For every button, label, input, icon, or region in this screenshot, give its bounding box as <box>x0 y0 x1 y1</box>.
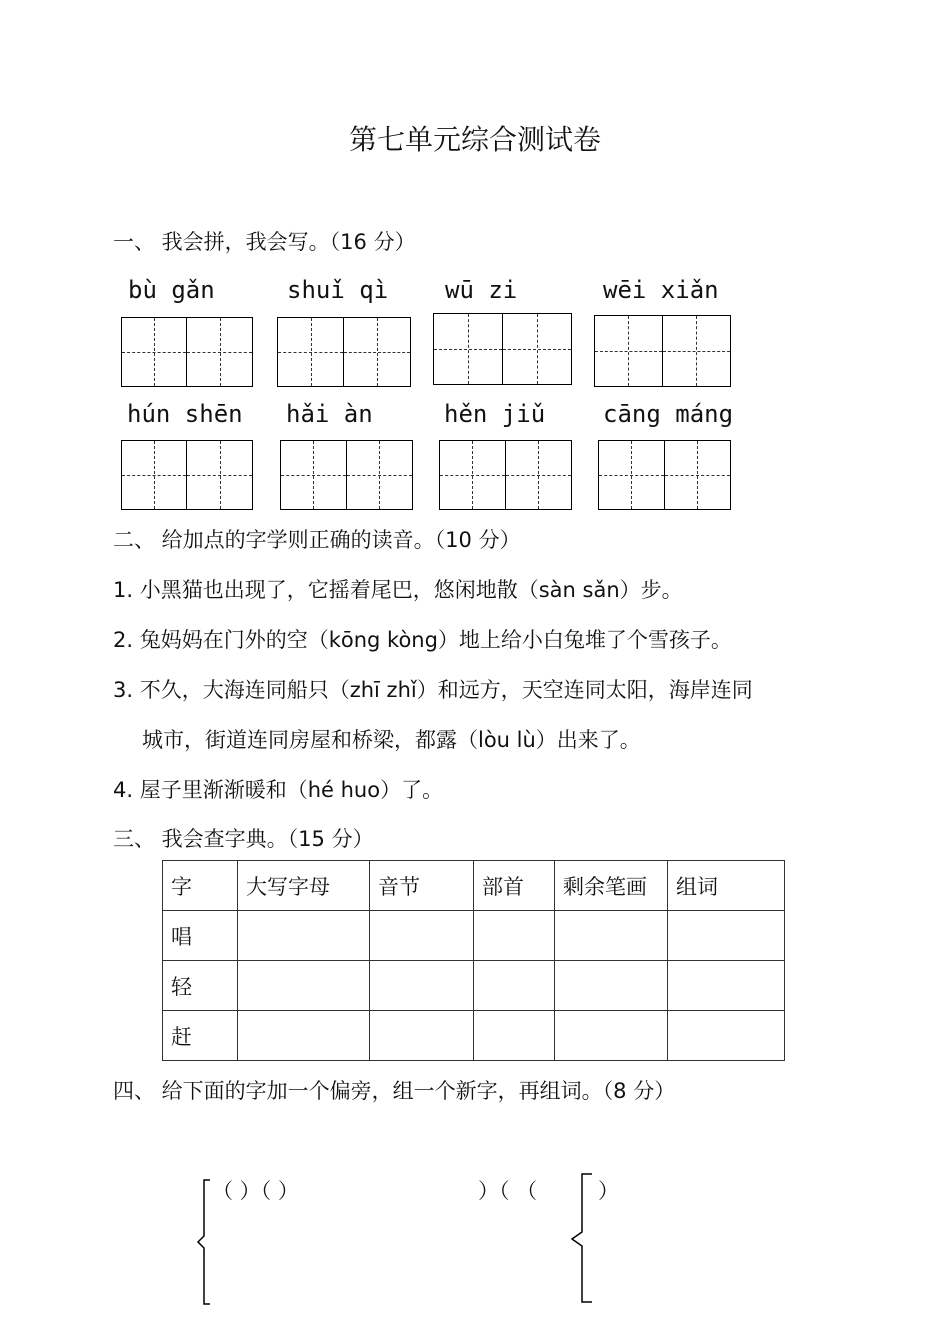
pinyin-3: wū zi <box>445 276 518 304</box>
left-brace-icon <box>194 1178 214 1306</box>
writing-grid-3[interactable] <box>433 313 572 385</box>
question-1: 1. 小黑猫也出现了，它摇着尾巴，悠闲地散（sàn sǎn）步。 <box>113 578 683 602</box>
answer-cell[interactable] <box>555 911 668 961</box>
answer-cell[interactable] <box>668 961 785 1011</box>
header-radical: 部首 <box>474 861 555 911</box>
answer-cell[interactable] <box>555 961 668 1011</box>
header-capital-letter: 大写字母 <box>238 861 370 911</box>
writing-grid-6[interactable] <box>280 440 413 510</box>
writing-grid-2[interactable] <box>277 317 411 387</box>
answer-cell[interactable] <box>474 911 555 961</box>
answer-cell[interactable] <box>474 1011 555 1061</box>
pinyin-7: hěn jiǔ <box>444 400 546 428</box>
pinyin-2: shuǐ qì <box>287 276 389 304</box>
dictionary-table <box>162 860 785 1061</box>
middle-answer-parens[interactable]: ）（ （ <box>478 1179 538 1203</box>
writing-grid-1[interactable] <box>121 317 253 387</box>
pinyin-8: cāng máng <box>603 400 734 428</box>
writing-grid-7[interactable] <box>439 440 572 510</box>
right-brace-icon <box>568 1172 596 1306</box>
answer-cell[interactable] <box>238 911 370 961</box>
table-row <box>163 911 785 961</box>
pinyin-6: hǎi àn <box>286 400 373 428</box>
answer-cell[interactable] <box>370 961 474 1011</box>
page-title: 第七单元综合测试卷 <box>348 123 601 156</box>
header-remaining-strokes: 剩余笔画 <box>555 861 668 911</box>
answer-cell[interactable] <box>668 1011 785 1061</box>
question-3-continued: 城市，街道连同房屋和桥梁，都露（lòu lù）出来了。 <box>142 728 641 752</box>
answer-cell[interactable] <box>238 961 370 1011</box>
section-2-heading: 二、 给加点的字学则正确的读音。（10 分） <box>113 528 521 552</box>
question-4: 4. 屋子里渐渐暖和（hé huo）了。 <box>113 778 444 802</box>
section-4-heading: 四、 给下面的字加一个偏旁，组一个新字，再组词。（8 分） <box>113 1079 676 1103</box>
table-row <box>163 961 785 1011</box>
answer-cell[interactable] <box>474 961 555 1011</box>
header-word: 组词 <box>668 861 785 911</box>
pinyin-5: hún shēn <box>127 400 243 428</box>
row-character: 赶 <box>163 1011 238 1061</box>
row-character: 唱 <box>163 911 238 961</box>
answer-cell[interactable] <box>370 911 474 961</box>
header-syllable: 音节 <box>370 861 474 911</box>
row-character: 轻 <box>163 961 238 1011</box>
writing-grid-8[interactable] <box>598 440 731 510</box>
right-answer-parens[interactable]: ） <box>598 1179 619 1203</box>
table-header-row <box>163 861 785 911</box>
table-row <box>163 1011 785 1061</box>
question-3: 3. 不久，大海连同船只（zhī zhǐ）和远方，天空连同太阳，海岸连同 <box>113 678 753 702</box>
left-answer-parens[interactable]: （ ）（ ） <box>212 1179 299 1203</box>
pinyin-4: wēi xiǎn <box>603 276 719 304</box>
pinyin-1: bù gǎn <box>128 276 215 304</box>
writing-grid-4[interactable] <box>594 315 731 387</box>
writing-grid-5[interactable] <box>121 440 253 510</box>
answer-cell[interactable] <box>370 1011 474 1061</box>
header-character: 字 <box>163 861 238 911</box>
section-3-heading: 三、 我会查字典。（15 分） <box>113 827 374 851</box>
answer-cell[interactable] <box>238 1011 370 1061</box>
answer-cell[interactable] <box>555 1011 668 1061</box>
answer-cell[interactable] <box>668 911 785 961</box>
question-2: 2. 兔妈妈在门外的空（kōng kòng）地上给小白兔堆了个雪孩子。 <box>113 628 732 652</box>
section-1-heading: 一、 我会拼，我会写。（16 分） <box>113 230 416 254</box>
